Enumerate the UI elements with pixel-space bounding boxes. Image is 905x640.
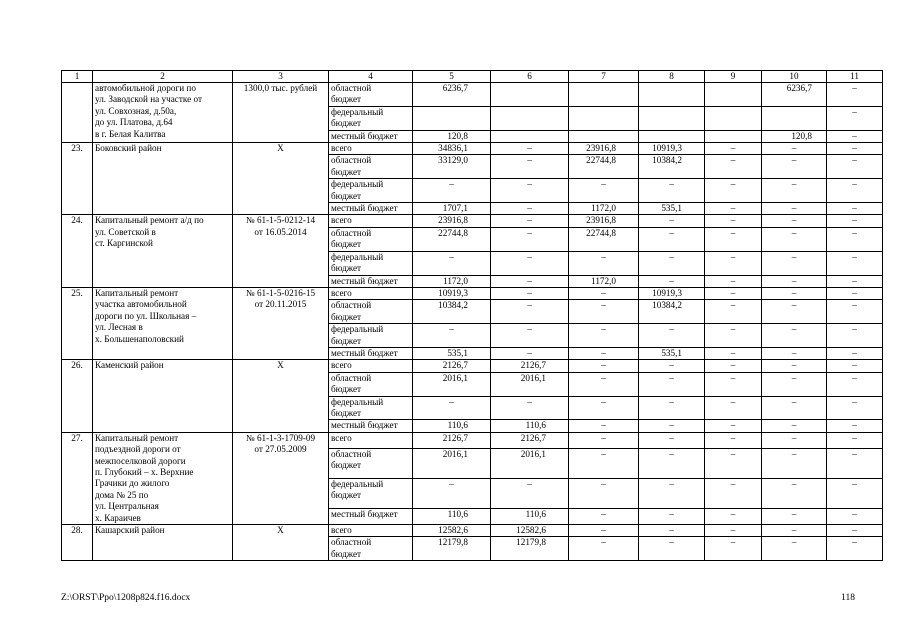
amount-cell: – bbox=[762, 509, 827, 525]
amount-cell: – bbox=[569, 347, 639, 359]
column-number-header: 5 bbox=[413, 71, 491, 83]
amount-cell: – bbox=[762, 179, 827, 203]
amount-cell: – bbox=[569, 420, 639, 432]
amount-cell: 22744,8 bbox=[569, 155, 639, 179]
amount-cell: – bbox=[639, 324, 705, 348]
amount-cell: 2126,7 bbox=[413, 360, 491, 372]
funding-source-cell: всего bbox=[329, 287, 413, 299]
amount-cell: 110,6 bbox=[491, 420, 569, 432]
amount-cell: – bbox=[705, 509, 762, 525]
document-cell: № 61-1-3-1709-09 от 27.05.2009 bbox=[233, 432, 329, 524]
amount-cell bbox=[639, 83, 705, 107]
amount-cell: – bbox=[569, 525, 639, 537]
funding-source-cell: областной бюджет bbox=[329, 300, 413, 324]
column-number-header: 3 bbox=[233, 71, 329, 83]
amount-cell: – bbox=[639, 478, 705, 508]
amount-cell: 6236,7 bbox=[413, 83, 491, 107]
amount-cell: 6236,7 bbox=[762, 83, 827, 107]
amount-cell: – bbox=[705, 396, 762, 420]
amount-cell: – bbox=[569, 324, 639, 348]
amount-cell: 10384,2 bbox=[639, 155, 705, 179]
amount-cell: – bbox=[639, 372, 705, 396]
amount-cell: – bbox=[639, 275, 705, 287]
amount-cell: – bbox=[705, 275, 762, 287]
amount-cell: 10919,3 bbox=[413, 287, 491, 299]
funding-source-cell: федеральный бюджет bbox=[329, 478, 413, 508]
amount-cell: 110,6 bbox=[491, 509, 569, 525]
amount-cell: – bbox=[413, 478, 491, 508]
amount-cell: 22744,8 bbox=[569, 227, 639, 251]
funding-source-cell: местный бюджет bbox=[329, 275, 413, 287]
item-number-cell: 24. bbox=[62, 215, 93, 287]
amount-cell: – bbox=[705, 179, 762, 203]
amount-cell: – bbox=[827, 432, 883, 448]
amount-cell bbox=[639, 106, 705, 130]
amount-cell bbox=[569, 83, 639, 107]
amount-cell: 23916,8 bbox=[413, 215, 491, 227]
amount-cell: 2126,7 bbox=[413, 432, 491, 448]
amount-cell: 10384,2 bbox=[413, 300, 491, 324]
amount-cell: 23916,8 bbox=[569, 143, 639, 155]
document-cell: Х bbox=[233, 525, 329, 561]
amount-cell: – bbox=[639, 251, 705, 275]
header-row bbox=[62, 71, 883, 83]
amount-cell: – bbox=[827, 347, 883, 359]
amount-cell bbox=[705, 130, 762, 142]
amount-cell: – bbox=[491, 155, 569, 179]
amount-cell: – bbox=[491, 203, 569, 215]
amount-cell: 12179,8 bbox=[413, 537, 491, 561]
amount-cell: – bbox=[491, 275, 569, 287]
amount-cell: 535,1 bbox=[639, 203, 705, 215]
amount-cell: – bbox=[762, 525, 827, 537]
amount-cell: 10919,3 bbox=[639, 287, 705, 299]
amount-cell: – bbox=[762, 275, 827, 287]
funding-source-cell: областной бюджет bbox=[329, 83, 413, 107]
amount-cell: – bbox=[827, 324, 883, 348]
amount-cell: – bbox=[705, 215, 762, 227]
funding-source-cell: всего bbox=[329, 432, 413, 448]
amount-cell: – bbox=[705, 143, 762, 155]
amount-cell: – bbox=[569, 509, 639, 525]
amount-cell: – bbox=[639, 227, 705, 251]
table-row bbox=[62, 287, 883, 299]
amount-cell: – bbox=[705, 347, 762, 359]
amount-cell: – bbox=[491, 287, 569, 299]
object-name-cell: Каменский район bbox=[93, 360, 233, 432]
funding-source-cell: всего bbox=[329, 360, 413, 372]
column-number-header: 10 bbox=[762, 71, 827, 83]
amount-cell: – bbox=[705, 360, 762, 372]
amount-cell: – bbox=[491, 251, 569, 275]
amount-cell: – bbox=[413, 251, 491, 275]
amount-cell: 2126,7 bbox=[491, 360, 569, 372]
amount-cell: – bbox=[639, 509, 705, 525]
amount-cell: – bbox=[762, 324, 827, 348]
amount-cell: – bbox=[705, 478, 762, 508]
amount-cell: 33129,0 bbox=[413, 155, 491, 179]
funding-source-cell: областной бюджет bbox=[329, 227, 413, 251]
item-number-cell: 26. bbox=[62, 360, 93, 432]
amount-cell: 1172,0 bbox=[413, 275, 491, 287]
funding-source-cell: всего bbox=[329, 215, 413, 227]
amount-cell: – bbox=[569, 372, 639, 396]
amount-cell bbox=[491, 130, 569, 142]
amount-cell: – bbox=[827, 372, 883, 396]
document-cell: № 61-1-5-0216-15 от 20.11.2015 bbox=[233, 287, 329, 359]
amount-cell: – bbox=[705, 432, 762, 448]
amount-cell bbox=[413, 106, 491, 130]
amount-cell: – bbox=[762, 300, 827, 324]
object-name-cell: Капитальный ремонт участка автомобильной дороги по ул. Школьная – ул. Лесная в х. Большенаполовский bbox=[93, 287, 233, 359]
amount-cell: – bbox=[827, 537, 883, 561]
table-row bbox=[62, 525, 883, 537]
amount-cell: – bbox=[705, 203, 762, 215]
amount-cell: – bbox=[827, 396, 883, 420]
funding-source-cell: местный бюджет bbox=[329, 347, 413, 359]
footer-file-path: Z:\ORST\Ppo\1208p824.f16.docx bbox=[61, 593, 191, 603]
amount-cell: – bbox=[762, 537, 827, 561]
amount-cell: 10919,3 bbox=[639, 143, 705, 155]
amount-cell: – bbox=[639, 179, 705, 203]
amount-cell: – bbox=[569, 300, 639, 324]
funding-source-cell: областной бюджет bbox=[329, 537, 413, 561]
amount-cell: – bbox=[639, 448, 705, 478]
amount-cell: – bbox=[827, 448, 883, 478]
amount-cell: – bbox=[569, 360, 639, 372]
amount-cell: 1172,0 bbox=[569, 275, 639, 287]
amount-cell: – bbox=[762, 347, 827, 359]
amount-cell: – bbox=[762, 432, 827, 448]
amount-cell: – bbox=[827, 275, 883, 287]
funding-source-cell: местный бюджет bbox=[329, 130, 413, 142]
amount-cell: – bbox=[827, 251, 883, 275]
item-number-cell bbox=[62, 83, 93, 143]
amount-cell: – bbox=[705, 155, 762, 179]
amount-cell: 2016,1 bbox=[413, 448, 491, 478]
amount-cell: – bbox=[827, 155, 883, 179]
amount-cell: – bbox=[762, 143, 827, 155]
amount-cell: – bbox=[569, 432, 639, 448]
column-number-header: 8 bbox=[639, 71, 705, 83]
amount-cell: 12179,8 bbox=[491, 537, 569, 561]
amount-cell: – bbox=[762, 372, 827, 396]
item-number-cell: 27. bbox=[62, 432, 93, 524]
table-row bbox=[62, 83, 883, 107]
item-number-cell: 25. bbox=[62, 287, 93, 359]
budget-table bbox=[61, 70, 883, 561]
amount-cell: – bbox=[827, 143, 883, 155]
amount-cell: – bbox=[705, 420, 762, 432]
funding-source-cell: областной бюджет bbox=[329, 448, 413, 478]
amount-cell: 110,6 bbox=[413, 509, 491, 525]
amount-cell: – bbox=[639, 432, 705, 448]
amount-cell: – bbox=[705, 372, 762, 396]
table-row bbox=[62, 143, 883, 155]
amount-cell: – bbox=[569, 251, 639, 275]
table-row bbox=[62, 360, 883, 372]
amount-cell: – bbox=[827, 287, 883, 299]
amount-cell: – bbox=[491, 396, 569, 420]
amount-cell bbox=[762, 106, 827, 130]
document-cell: № 61-1-5-0212-14 от 16.05.2014 bbox=[233, 215, 329, 287]
amount-cell: – bbox=[762, 155, 827, 179]
column-number-header: 1 bbox=[62, 71, 93, 83]
amount-cell: – bbox=[762, 287, 827, 299]
amount-cell: – bbox=[827, 509, 883, 525]
amount-cell: – bbox=[491, 227, 569, 251]
amount-cell: – bbox=[705, 525, 762, 537]
object-name-cell: Боковский район bbox=[93, 143, 233, 215]
amount-cell: – bbox=[705, 287, 762, 299]
amount-cell: – bbox=[762, 251, 827, 275]
amount-cell: – bbox=[827, 215, 883, 227]
amount-cell: – bbox=[827, 360, 883, 372]
amount-cell: 10384,2 bbox=[639, 300, 705, 324]
amount-cell: – bbox=[705, 227, 762, 251]
table-row bbox=[62, 215, 883, 227]
document-cell: Х bbox=[233, 143, 329, 215]
amount-cell: – bbox=[639, 525, 705, 537]
amount-cell: – bbox=[827, 420, 883, 432]
amount-cell: – bbox=[705, 537, 762, 561]
table-row bbox=[62, 432, 883, 448]
amount-cell: – bbox=[569, 478, 639, 508]
amount-cell: – bbox=[827, 106, 883, 130]
item-number-cell: 23. bbox=[62, 143, 93, 215]
amount-cell: – bbox=[413, 396, 491, 420]
document-cell: Х bbox=[233, 360, 329, 432]
amount-cell: – bbox=[491, 347, 569, 359]
column-number-header: 2 bbox=[93, 71, 233, 83]
column-number-header: 11 bbox=[827, 71, 883, 83]
amount-cell: – bbox=[491, 300, 569, 324]
funding-source-cell: всего bbox=[329, 525, 413, 537]
amount-cell: – bbox=[491, 478, 569, 508]
column-number-header: 7 bbox=[569, 71, 639, 83]
funding-source-cell: федеральный бюджет bbox=[329, 106, 413, 130]
funding-source-cell: федеральный бюджет bbox=[329, 179, 413, 203]
object-name-cell: Кашарский район bbox=[93, 525, 233, 561]
amount-cell: – bbox=[827, 203, 883, 215]
item-number-cell: 28. bbox=[62, 525, 93, 561]
amount-cell: – bbox=[827, 227, 883, 251]
amount-cell: – bbox=[827, 478, 883, 508]
funding-source-cell: областной бюджет bbox=[329, 155, 413, 179]
amount-cell: – bbox=[639, 420, 705, 432]
amount-cell: – bbox=[705, 324, 762, 348]
footer-page-number: 118 bbox=[841, 593, 855, 603]
funding-source-cell: местный бюджет bbox=[329, 420, 413, 432]
amount-cell: – bbox=[827, 525, 883, 537]
amount-cell: 120,8 bbox=[413, 130, 491, 142]
amount-cell: 1707,1 bbox=[413, 203, 491, 215]
amount-cell: – bbox=[705, 448, 762, 478]
column-number-header: 9 bbox=[705, 71, 762, 83]
amount-cell: – bbox=[491, 143, 569, 155]
amount-cell bbox=[569, 106, 639, 130]
column-number-header: 6 bbox=[491, 71, 569, 83]
amount-cell: – bbox=[762, 360, 827, 372]
funding-source-cell: всего bbox=[329, 143, 413, 155]
amount-cell: – bbox=[762, 448, 827, 478]
amount-cell: – bbox=[827, 300, 883, 324]
amount-cell: 535,1 bbox=[413, 347, 491, 359]
amount-cell: – bbox=[569, 287, 639, 299]
amount-cell: – bbox=[705, 251, 762, 275]
amount-cell bbox=[491, 83, 569, 107]
amount-cell: – bbox=[762, 215, 827, 227]
funding-source-cell: федеральный бюджет bbox=[329, 324, 413, 348]
amount-cell: – bbox=[569, 537, 639, 561]
amount-cell: – bbox=[491, 179, 569, 203]
amount-cell bbox=[491, 106, 569, 130]
amount-cell: 12582,6 bbox=[413, 525, 491, 537]
amount-cell: – bbox=[827, 83, 883, 107]
amount-cell: – bbox=[762, 396, 827, 420]
amount-cell: 1172,0 bbox=[569, 203, 639, 215]
amount-cell: – bbox=[762, 420, 827, 432]
amount-cell: 2016,1 bbox=[491, 372, 569, 396]
amount-cell: – bbox=[639, 215, 705, 227]
amount-cell: – bbox=[569, 448, 639, 478]
amount-cell bbox=[639, 130, 705, 142]
amount-cell: 23916,8 bbox=[569, 215, 639, 227]
amount-cell: 22744,8 bbox=[413, 227, 491, 251]
funding-source-cell: федеральный бюджет bbox=[329, 396, 413, 420]
amount-cell: 34836,1 bbox=[413, 143, 491, 155]
amount-cell: – bbox=[569, 396, 639, 420]
funding-source-cell: местный бюджет bbox=[329, 203, 413, 215]
amount-cell: 110,6 bbox=[413, 420, 491, 432]
amount-cell: – bbox=[827, 130, 883, 142]
funding-source-cell: местный бюджет bbox=[329, 509, 413, 525]
amount-cell: 120,8 bbox=[762, 130, 827, 142]
amount-cell: – bbox=[827, 179, 883, 203]
column-number-header: 4 bbox=[329, 71, 413, 83]
amount-cell: – bbox=[639, 537, 705, 561]
amount-cell: – bbox=[705, 300, 762, 324]
amount-cell: 2016,1 bbox=[413, 372, 491, 396]
document-cell: 1300,0 тыс. рублей bbox=[233, 83, 329, 143]
amount-cell: 2016,1 bbox=[491, 448, 569, 478]
amount-cell: – bbox=[762, 203, 827, 215]
amount-cell: 12582,6 bbox=[491, 525, 569, 537]
amount-cell: – bbox=[569, 179, 639, 203]
amount-cell bbox=[705, 83, 762, 107]
funding-source-cell: федеральный бюджет bbox=[329, 251, 413, 275]
funding-source-cell: областной бюджет bbox=[329, 372, 413, 396]
amount-cell: – bbox=[639, 360, 705, 372]
amount-cell: – bbox=[762, 227, 827, 251]
amount-cell: – bbox=[639, 396, 705, 420]
object-name-cell: Капитальный ремонт а/д по ул. Советской в ст. Каргинской bbox=[93, 215, 233, 287]
amount-cell: – bbox=[491, 215, 569, 227]
amount-cell: 535,1 bbox=[639, 347, 705, 359]
amount-cell: 2126,7 bbox=[491, 432, 569, 448]
amount-cell: – bbox=[413, 179, 491, 203]
amount-cell bbox=[705, 106, 762, 130]
object-name-cell: Капитальный ремонт подъездной дороги от межпоселковой дороги п. Глубокий – х. Верхние Грачики до жилого дома № 25 по ул. Центральная х. Караичев bbox=[93, 432, 233, 524]
amount-cell: – bbox=[413, 324, 491, 348]
amount-cell bbox=[569, 130, 639, 142]
object-name-cell: автомобильной дороги по ул. Заводской на участке от ул. Совхозная, д.50а, до ул. Платова, д.64 в г. Белая Калитва bbox=[93, 83, 233, 143]
amount-cell: – bbox=[762, 478, 827, 508]
amount-cell: – bbox=[491, 324, 569, 348]
